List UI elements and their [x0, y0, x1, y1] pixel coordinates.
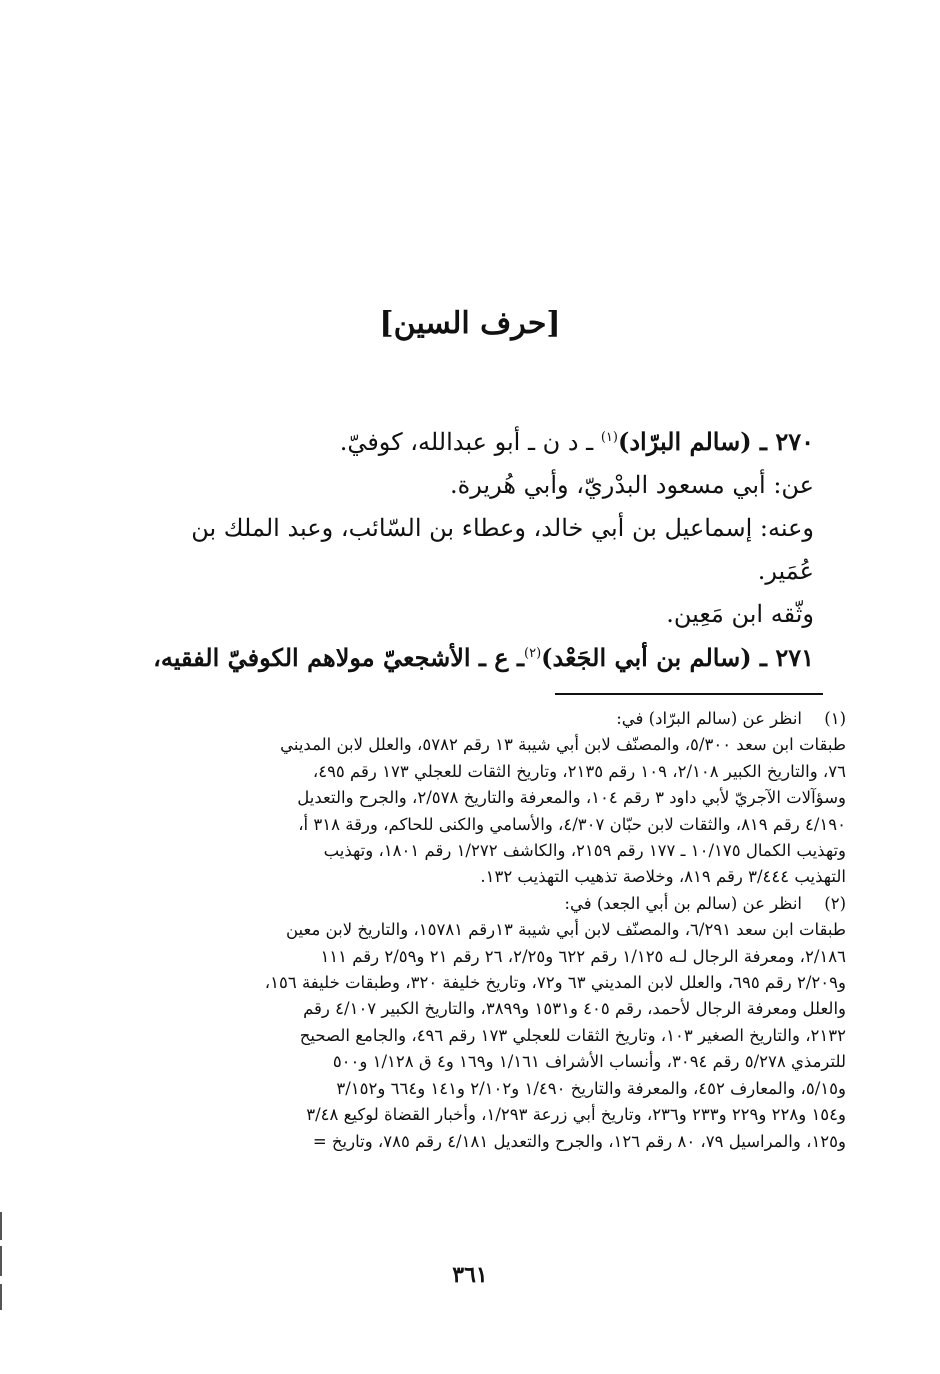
footnote-1-line: ٤/١٩٠ رقم ٨١٩، والثقات لابن حبّان ٤/٣٠٧، والأسامي والكنى للحاكم، ورقة ٣١٨ أ،	[298, 814, 846, 834]
footnote-2-label: (٢)	[824, 893, 846, 913]
footnote-2-line: ٢/١٨٦، ومعرفة الرجال لـه ١/١٢٥ رقم ٦٢٢ و٢/٢٥، ٢٦ رقم ٢١ و٢/٥٩ رقم ١١١	[320, 946, 846, 966]
footnote-1-line: وسؤآلات الآجريّ لأبي داود ٣ رقم ١٠٤، والمعرفة والتاريخ ٢/٥٧٨، والجرح والتعديل	[297, 788, 846, 808]
footnote-separator	[555, 693, 823, 695]
entry-271-head-line	[114, 636, 814, 680]
footnote-1-line: وتهذيب الكمال ١٠/١٧٥ ـ ١٧٧ رقم ٢١٥٩، والكاشف ١/٢٧٢ رقم ١٨٠١، وتهذيب	[323, 841, 846, 861]
footnote-1-head: انظر عن (سالم البرّاد) في:	[616, 709, 802, 728]
footnote-2-line: ٢١٣٢، والتاريخ الصغير ١٠٣، وتاريخ الثقات للعجلي ١٧٣ رقم ٤٩٦، والجامع الصحيح	[299, 1025, 846, 1045]
entry-270-from: عن: أبي مسعود البدْريّ، وأبي هُريرة.	[449, 471, 814, 499]
scan-margin-mark	[0, 1246, 2, 1276]
main-text	[114, 420, 814, 680]
page-number: ٣٦١	[452, 1262, 488, 1288]
entry-270-footnote-ref[interactable]: (١)	[600, 430, 618, 445]
entry-270-head-line	[114, 420, 814, 464]
footnote-1-line: طبقات ابن سعد ٥/٣٠٠، والمصنّف لابن أبي شيبة ١٣ رقم ٥٧٨٢، والعلل لابن المديني	[280, 735, 846, 755]
footnote-2-line: و٢/٢٠٩ رقم ٦٩٥، والعلل لابن المديني ٦٣ و٧٢، وتاريخ خليفة ٣٢٠، وطبقات خليفة ١٥٦،	[264, 973, 846, 993]
section-title: [حرف السين]	[379, 306, 561, 341]
scan-margin-mark	[0, 1212, 2, 1240]
entry-270-authentication: وثّقه ابن مَعِين.	[666, 600, 814, 628]
entry-271-head-rest: ـ ع ـ الأشجعيّ مولاهم الكوفيّ الفقيه،	[153, 643, 524, 672]
entry-271-head: ٢٧١ ـ (سالم بن أبي الجَعْد)	[541, 643, 814, 672]
footnote-2-line: و١٥٤ و٢٢٨ و٢٢٩ و٢٣٣ و٢٣٦، وتاريخ أبي زرعة ١/٢٩٣، وأخبار القضاة لوكيع ٣/٤٨	[306, 1105, 846, 1125]
entry-270-narrators: وعنه: إسماعيل بن أبي خالد، وعطاء بن السّائب، وعبد الملك بن	[191, 514, 814, 542]
footnote-2-line: و١٢٥، والمراسيل ٧٩، ٨٠ رقم ١٢٦، والجرح والتعديل ٤/١٨١ رقم ٧٨٥، وتاريخ =	[312, 1131, 846, 1151]
entry-270-narrators-cont: عُمَير.	[757, 557, 814, 585]
footnotes	[126, 706, 846, 1155]
footnote-2-head: انظر عن (سالم بن أبي الجعد) في:	[564, 893, 802, 913]
footnote-2-line: للترمذي ٥/٢٧٨ رقم ٣٠٩٤، وأنساب الأشراف ١/١٦١ و١٦٩ و٤ ق ١/١٢٨ و٥٠٠	[332, 1052, 846, 1072]
footnote-1-line: التهذيب ٣/٤٤٤ رقم ٨١٩، وخلاصة تذهيب التهذيب ١٣٢.	[480, 867, 846, 887]
footnote-1	[126, 706, 846, 891]
footnote-1-line: ٧٦، والتاريخ الكبير ٢/١٠٨، ١٠٩ رقم ٢١٣٥، وتاريخ الثقات للعجلي ١٧٣ رقم ٤٩٥،	[312, 761, 846, 781]
entry-271-footnote-ref[interactable]: (٢)	[524, 646, 542, 661]
entry-270-head-rest: ـ د ن ـ أبو عبدالله، كوفيّ.	[339, 428, 601, 456]
footnote-2	[126, 891, 846, 1155]
footnote-2-line: و٥/١٥، والمعارف ٤٥٢، والمعرفة والتاريخ ١/٤٩٠ و٢/١٠٢ و١٤١ و٦٦٤ و٣/١٥٢	[336, 1078, 846, 1098]
footnote-2-line: والعلل ومعرفة الرجال لأحمد، رقم ٤٠٥ و١٥٣١ و٣٨٩٩، والتاريخ الكبير ٤/١٠٧ رقم	[303, 999, 846, 1019]
footnote-2-line: طبقات ابن سعد ٦/٢٩١، والمصنّف لابن أبي شيبة ١٣رقم ١٥٧٨١، والتاريخ لابن معين	[285, 920, 846, 940]
entry-270-head: ٢٧٠ ـ (سالم البرّاد)	[617, 427, 814, 456]
scan-margin-mark	[0, 1284, 2, 1310]
footnote-1-label: (١)	[824, 709, 846, 728]
